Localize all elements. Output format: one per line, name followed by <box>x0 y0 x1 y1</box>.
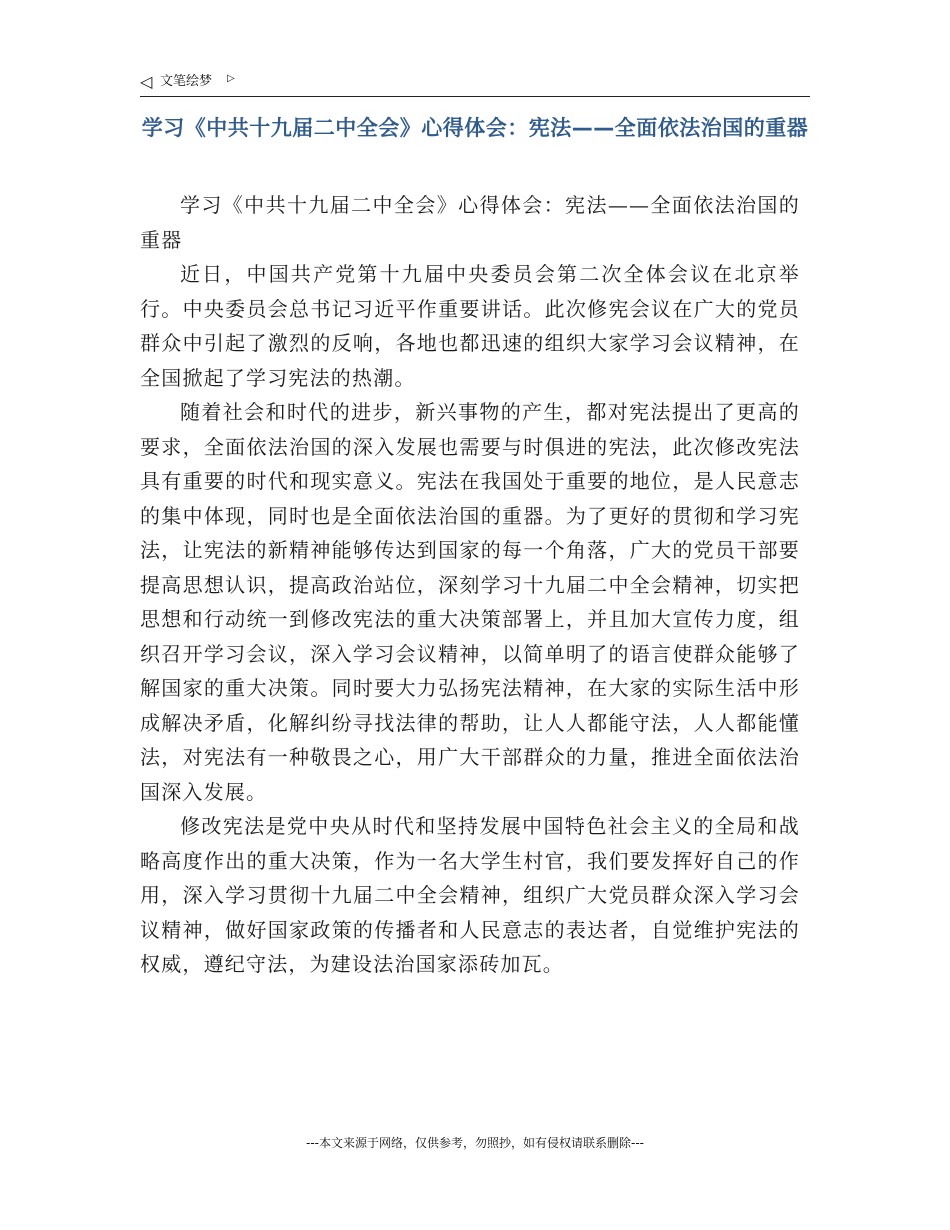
triangle-right-icon: ▷ <box>227 73 235 84</box>
header-brand: 文笔绘梦 <box>160 74 213 89</box>
body-paragraph: 随着社会和时代的进步，新兴事物的产生，都对宪法提出了更高的要求，全面依法治国的深入发展也需要与时俱进的宪法，此次修改宪法具有重要的时代和现实意义。宪法在我国处于重要的地位，是人民意志的集中体现，同时也是全面依法治国的重器。为了更好的贯彻和学习宪法，让宪法的新精神能够传达到国家的每一个角落，广大的党员干部要提高思想认识，提高政治站位，深刻学习十九届二中全会精神，切实把思想和行动统一到修改宪法的重大决策部署上，并且加大宣传力度，组织召开学习会议，深入学习会议精神，以简单明了的语言使群众能够了解国家的重大决策。同时要大力弘扬宪法精神，在大家的实际生活中形成解决矛盾，化解纠纷寻找法律的帮助，让人人都能守法，人人都能懂法，对宪法有一种敬畏之心，用广大干部群众的力量，推进全面依法治国深入发展。 <box>140 400 800 804</box>
body-paragraph: 学习《中共十九届二中全会》心得体会：宪法——全面依法治国的重器 <box>140 193 800 252</box>
document-body <box>140 188 800 982</box>
body-paragraph: 修改宪法是党中央从时代和坚持发展中国特色社会主义的全局和战略高度作出的重大决策，作为一名大学生村官，我们要发挥好自己的作用，深入学习贯彻十九届二中全会精神，组织广大党员群众深入学习会议精神，做好国家政策的传播者和人民意志的表达者，自觉维护宪法的权威，遵纪守法，为建设法治国家添砖加瓦。 <box>140 814 800 976</box>
triangle-left-icon: ◁ <box>140 72 153 91</box>
document-title: 学习《中共十九届二中全会》心得体会：宪法——全面依法治国的重器 <box>141 116 809 140</box>
footer-disclaimer: ---本文来源于网络，仅供参考，勿照抄，如有侵权请联系删除--- <box>306 1136 644 1150</box>
body-paragraph: 近日，中国共产党第十九届中央委员会第二次全体会议在北京举行。中央委员会总书记习近平作重要讲话。此次修宪会议在广大的党员群众中引起了激烈的反响，各地也都迅速的组织大家学习会议精神，在全国掀起了学习宪法的热潮。 <box>140 262 800 390</box>
page-header <box>140 70 810 97</box>
